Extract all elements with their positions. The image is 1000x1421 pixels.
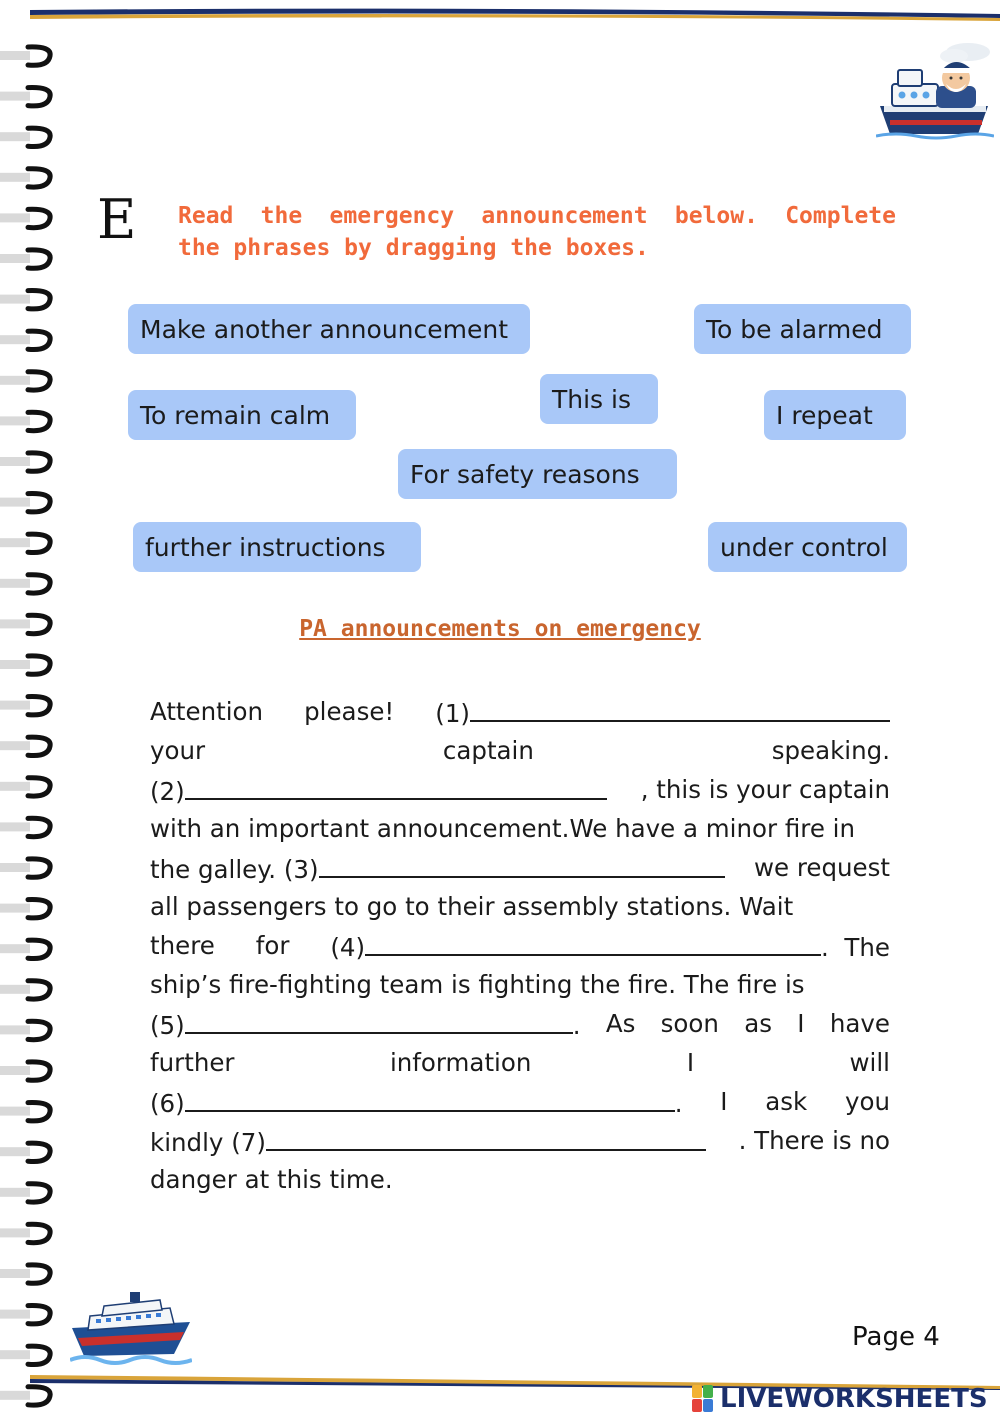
passage-line: (5) . As soon as I have	[150, 1004, 890, 1043]
spiral-ring	[0, 534, 50, 552]
passage-line: Attention please! (1)	[150, 692, 890, 731]
drop-blank-4[interactable]	[365, 926, 821, 956]
spiral-ring	[0, 88, 50, 106]
passage-line: with an important announcement.We have a minor fire in	[150, 814, 856, 843]
instruction-line-1: Read the emergency announcement below. Complete	[178, 203, 896, 229]
spiral-ring	[0, 697, 50, 715]
passage-line: (2) , this is your captain	[150, 770, 890, 809]
spiral-ring	[0, 47, 50, 65]
spiral-ring	[0, 1346, 50, 1364]
passage-line: there for (4) . The	[150, 926, 890, 965]
drop-blank-3[interactable]	[319, 848, 725, 878]
spiral-ring	[0, 412, 50, 430]
page-number: Page 4	[852, 1322, 940, 1352]
spiral-ring	[0, 453, 50, 471]
drop-blank-2[interactable]	[185, 770, 607, 800]
exercise-instruction	[178, 200, 896, 264]
drag-box-make-another-announcement[interactable]: Make another announcement	[128, 304, 530, 354]
passage-line: ship’s fire-fighting team is fighting the fire. The fire is	[150, 970, 805, 999]
spiral-ring	[0, 250, 50, 268]
spiral-ring	[0, 494, 50, 512]
drag-box-i-repeat[interactable]: I repeat	[764, 390, 906, 440]
drag-box-for-safety-reasons[interactable]: For safety reasons	[398, 449, 677, 499]
spiral-ring	[0, 1021, 50, 1039]
passage-line: your captain speaking.	[150, 736, 890, 765]
spiral-ring	[0, 1103, 50, 1121]
spiral-ring	[0, 1062, 50, 1080]
drop-blank-6[interactable]	[185, 1082, 675, 1112]
drop-blank-1[interactable]	[470, 692, 890, 722]
drag-box-further-instructions[interactable]: further instructions	[133, 522, 421, 572]
spiral-ring	[0, 209, 50, 227]
passage-line: the galley. (3) we request	[150, 848, 890, 887]
spiral-ring	[0, 575, 50, 593]
spiral-ring	[0, 900, 50, 918]
brand-text: LIVEWORKSHEETS	[720, 1384, 988, 1414]
drag-box-under-control[interactable]: under control	[708, 522, 907, 572]
passage-line: (6) . I ask you	[150, 1082, 890, 1121]
spiral-ring	[0, 940, 50, 958]
spiral-ring	[0, 1265, 50, 1283]
passage-line: further information I will	[150, 1048, 890, 1077]
spiral-ring	[0, 169, 50, 187]
spiral-binding	[0, 0, 60, 1421]
passage-line: danger at this time.	[150, 1165, 393, 1194]
drop-blank-5[interactable]	[185, 1004, 573, 1034]
spiral-ring	[0, 1143, 50, 1161]
spiral-ring	[0, 656, 50, 674]
spiral-ring	[0, 291, 50, 309]
section-title: PA announcements on emergency	[299, 616, 701, 642]
spiral-ring	[0, 818, 50, 836]
spiral-ring	[0, 1306, 50, 1324]
spiral-ring	[0, 737, 50, 755]
instruction-line-2: the phrases by dragging the boxes.	[178, 235, 649, 261]
spiral-ring	[0, 331, 50, 349]
exercise-letter: E	[97, 188, 137, 251]
announcement-passage	[150, 692, 890, 1199]
spiral-ring	[0, 981, 50, 999]
captain-ship-illustration	[876, 40, 994, 140]
spiral-ring	[0, 1184, 50, 1202]
liveworksheets-brand[interactable]	[692, 1384, 988, 1414]
liveworksheets-logo-icon	[692, 1385, 714, 1413]
spiral-ring	[0, 128, 50, 146]
spiral-ring	[0, 1224, 50, 1242]
drag-box-to-be-alarmed[interactable]: To be alarmed	[694, 304, 911, 354]
cruise-ship-illustration	[70, 1288, 192, 1366]
drag-box-this-is[interactable]: This is	[540, 374, 658, 424]
passage-line: kindly (7) . There is no	[150, 1121, 890, 1160]
passage-line: all passengers to go to their assembly stations. Wait	[150, 892, 794, 921]
top-border	[30, 6, 1000, 22]
drop-blank-7[interactable]	[266, 1121, 706, 1151]
spiral-ring	[0, 778, 50, 796]
drag-box-to-remain-calm[interactable]: To remain calm	[128, 390, 356, 440]
spiral-ring	[0, 859, 50, 877]
spiral-ring	[0, 372, 50, 390]
